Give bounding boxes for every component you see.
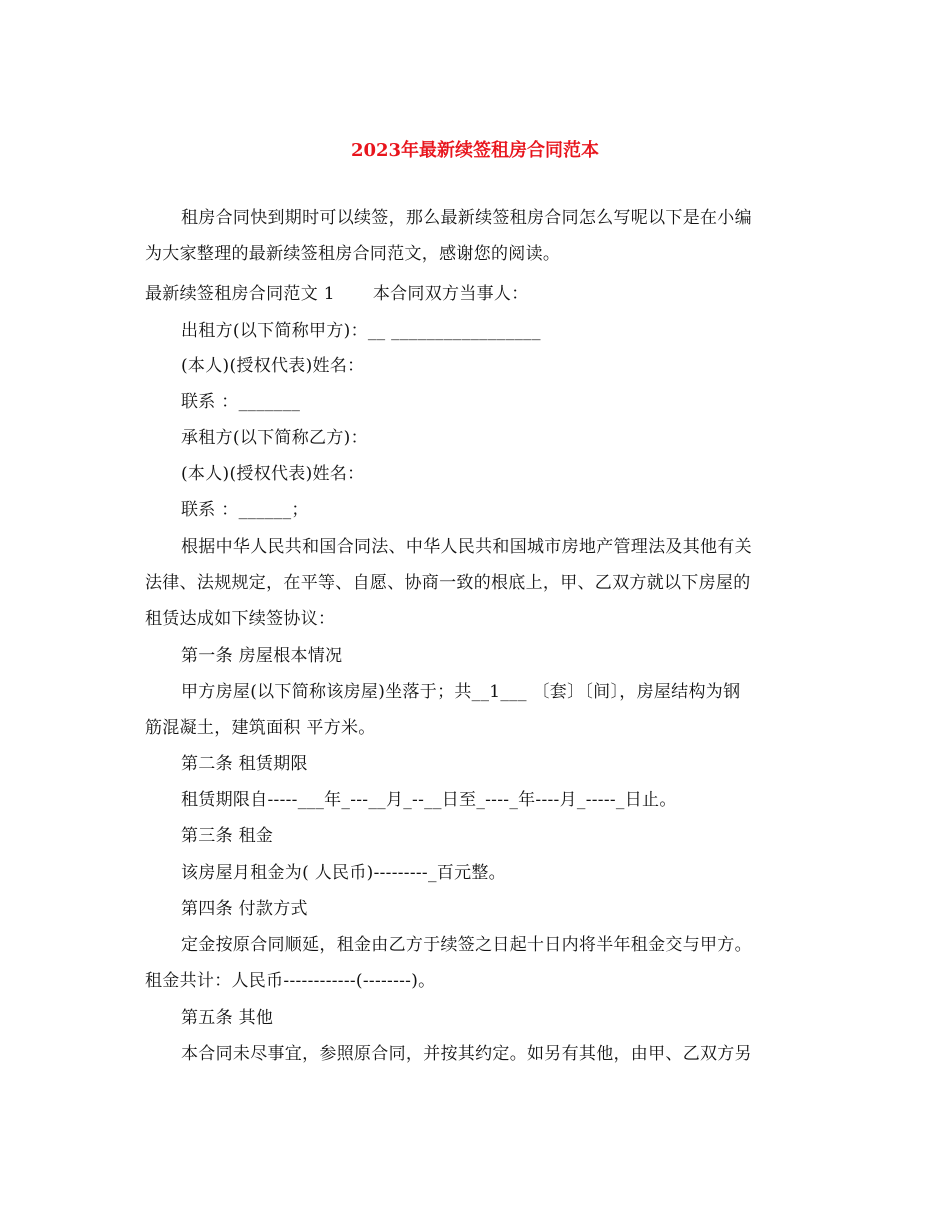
- lessee-contact: 联系 ：______；: [181, 500, 309, 520]
- article2-heading: 第二条 租赁期限: [181, 754, 308, 774]
- preamble-line-1: 根据中华人民共和国合同法、中华人民共和国城市房地产管理法及其他有关: [181, 537, 752, 557]
- article1-heading: 第一条 房屋根本情况: [181, 646, 343, 666]
- intro-line-1: 租房合同快到期时可以续签，那么最新续签租房合同怎么写呢以下是在小编: [181, 208, 752, 228]
- article3-body: 该房屋月租金为( 人民币)---------_百元整。: [181, 863, 506, 883]
- preamble-line-3: 租赁达成如下续签协议：: [145, 609, 336, 629]
- article3-heading: 第三条 租金: [181, 826, 274, 846]
- article5-heading: 第五条 其他: [181, 1008, 274, 1028]
- document-title: 2023年最新续签租房合同范本: [350, 140, 600, 161]
- article1-body-line-2: 筋混凝土，建筑面积 平方米。: [145, 718, 376, 738]
- sample-heading-line: [145, 283, 529, 305]
- article4-heading: 第四条 付款方式: [181, 899, 308, 919]
- article1-body-line-1: 甲方房屋(以下简称该房屋)坐落于；共__1___ 〔套〕〔间〕，房屋结构为钢: [181, 682, 741, 702]
- article4-body-line-1: 定金按原合同顺延，租金由乙方于续签之日起十日内将半年租金交与甲方。: [181, 935, 752, 955]
- lessee-rep: (本人)(授权代表)姓名：: [181, 464, 365, 484]
- parties-intro: 本合同双方当事人：: [372, 284, 529, 304]
- lessee-line: 承租方(以下简称乙方)：: [181, 428, 368, 448]
- preamble-line-2: 法律、法规规定，在平等、自愿、协商一致的根底上，甲、乙双方就以下房屋的: [145, 573, 751, 593]
- lessor-contact: 联系 ：_______: [181, 392, 301, 412]
- article4-body-line-2: 租金共计：人民币------------(--------)。: [145, 971, 436, 991]
- article5-body: 本合同未尽事宜，参照原合同，并按其约定。如另有其他，由甲、乙双方另: [181, 1044, 752, 1064]
- sample-heading: 最新续签租房合同范文 1: [145, 284, 335, 304]
- article2-body: 租赁期限自-----___年_---__月_--__日至_----_年----月_-----_日止。: [181, 790, 677, 810]
- lessor-rep: (本人)(授权代表)姓名：: [181, 356, 365, 376]
- lessor-line: 出租方(以下简称甲方)：__ _________________: [181, 321, 541, 341]
- intro-line-2: 为大家整理的最新续签租房合同范文，感谢您的阅读。: [145, 244, 561, 264]
